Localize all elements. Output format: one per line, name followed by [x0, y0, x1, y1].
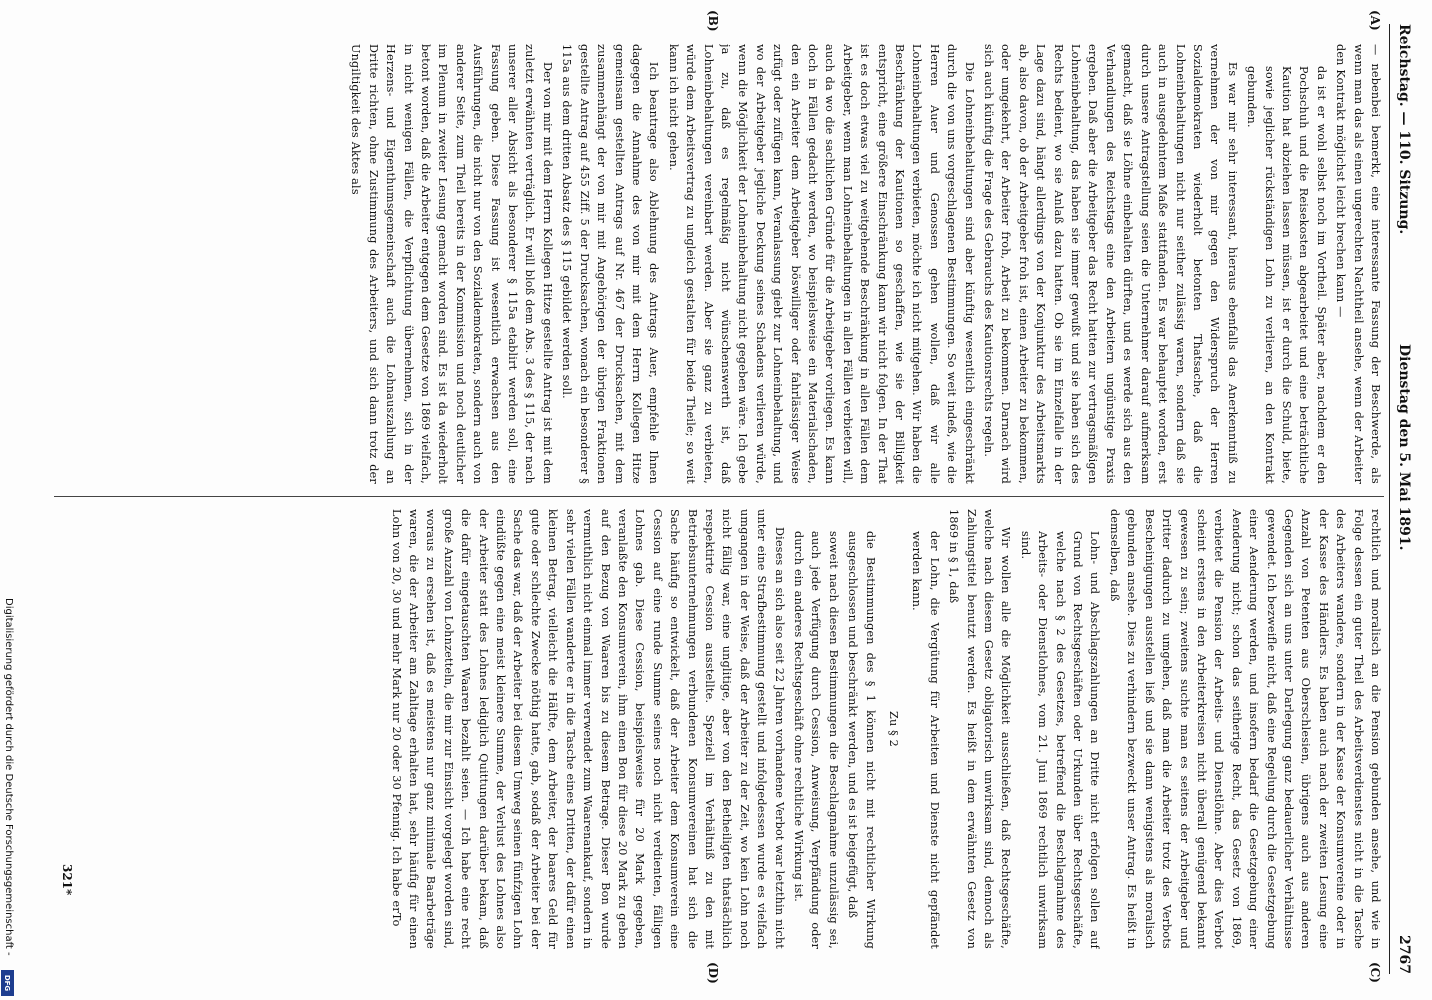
paragraph: Dieses an sich also seit 22 Jahren vorhandene Verbot war letzthin nicht unter eine Strafbestimmung gestellt und infolgedessen wurde es vielfach umgangen in der Weise, daß der Arbeiter zu der Zeit, wo kein Lohn noch nicht fällig war, eine unglitige, aber von den Betheiligten thatsächlich respektirte Cession ausstellte. Speziell im Verhältniß zu den mit Betriebsunternehmungen verbundenen Konsumvereinen hat sich die Sache häufig so entwickelt, daß der Arbeiter dem Konsumverein eine Cession auf eine runde Summe seines noch nicht verdienten, fälligen Lohnes gab. Diese Cession, beispielsweise für 20 Mark gegeben, veranlaßte den Konsumverein, ihm einen Bon für diese 20 Mark zu geben auf den Bezug von Waaren bis zu diesem Betrage. Dieser Bon wurde vermuthlich nicht einmal immer verwendet zum Waarenankauf, sondern in sehr vielen Fällen wanderte er in die Tasche eines Dritten, der dafür einen kleinen Betrag, vielleicht die Hälfte, dem Arbeiter, der baares Geld für gute oder schlechte Zwecke nöthig hatte, gab, sodaß der Arbeiter bei der Sache das war, daß der Arbeiter bei diesem Umweg seinen fünfzigen Lohn eindüßte gegen eine meist kleinere Summe, der Verlust des Lohnes also der Arbeiter statt des Lohnes lediglich Quittungen darüber bekam, daß die dafür eingetauschten Waaren bezahlt seien. — Ich habe eine recht große Anzahl von Lohnzetteln, die mir zur Einsicht vorgelegt worden sind, woraus zu ersehen ist, daß es meistens nur ganz minimale Baarbeträge waren, die der Arbeiter am Zahltage erhalten hat, sehr häufig für einen Lohn von 20, 30 und mehr Mark nur 20 oder 30 Pfennig. Ich habe erTo: [389, 509, 786, 949]
right-column: [44, 509, 1384, 949]
margin-mark-a: (A): [1368, 10, 1382, 31]
paragraph: Wir wollen alle die Möglichkeit ausschließen, daß Rechtsgeschäfte, welche nach diesem Gesetz obligatorisch unwirksam sind, dennoch als Zahlungstitel benutzt werden. Es heißt in dem erwähnten Gesetz von 1869 in § 1, daß: [947, 509, 1013, 949]
credit-text: Digitalisierung gefördert durch die Deutsche Forschungsgemeinschaft -: [3, 598, 14, 956]
header-session: Reichstag. — 110. Sitzung.: [1396, 24, 1412, 235]
digitization-credit: [0, 598, 20, 1000]
column-divider: [54, 496, 1384, 497]
margin-mark-d: (D): [706, 962, 720, 984]
paragraph: — nebenbei bemerkt, eine interessante Fassung der Beschwerde, als wenn man das als einen ungerechten Nachtheil ansehe, wenn der Arbeiter den Kontrakt möglichst leicht brechen kann —: [1334, 44, 1382, 484]
paragraph: der Lohn, die Vergütung für Arbeiten und Dienste nicht gepfändet werden kann.: [910, 531, 941, 949]
paragraph: Es war mir sehr interessant, hieraus ebenfalls das Anerkenntniß zu vernehmen der von mir gegen den Widerspruch der Herren Sozialdemokraten wiederholt betonten Thatsache, daß die Lohneinbehaltungen nicht nur seither zulässig waren, sondern daß sie auch in ausgedehntem Maße stattfanden. Es war behauptet worden, erst durch unsere Antragstellung seien die Unternehmer darauf aufmerksam gemacht, daß sie Löhne einbehalten dürften, und es werde sich aus den Verhandlungen des Reichstags eine den Arbeitern ungünstige Praxis ergeben. Daß aber die Arbeitgeber das Recht hatten zur vertragsmäßigen Lohneinbehaltung, das haben sie immer gewußt und sie haben sich des Rechts bedient, wo sie Anlaß dazu hatten. Ob sie im Einzelfalle in der Lage dazu sind, hängt allerdings von der Konjunktur des Arbeitsmarkts ab, also davon, ob der Arbeitgeber froh ist, einen Arbeiter zu bekommen, oder umgekehrt, der Arbeiter froh, Arbeit zu bekommen. Darnach wird sich auch künftig die Frage des Gebrauchs des Kautionsrechts regeln.: [982, 44, 1239, 484]
paragraph: Lohn- und Abschlagszahlungen an Dritte nicht erfolgen sollen auf Grund von Rechtsgeschäften oder Urkunden über Rechtsgeschäfte, welche nach § 2 des Gesetzes, betreffend die Beschlagnahme des Arbeits- oder Dienstlohnes, vom 21. Juni 1869 rechtlich unwirksam sind.: [1018, 531, 1102, 949]
rotated-document: [30, 4, 1420, 994]
paragraph: die Bestimmungen des § 1 können nicht mit rechtlicher Wirkung ausgeschlossen und beschränkt werden, und es ist beigefügt, daß: [846, 531, 877, 949]
paragraph: Die Lohneinbehaltungen sind aber künftig wesentlich eingeschränkt durch die von uns vorgeschlagenen Bestimmungen. So weit indeß, wie die Herren Auer und Genossen gehen wollen, daß wir alle Lohneinbehaltungen verbieten, möchte ich nicht mitgehen. Wir haben die Beschränkung der Kautionen so geschaffen, wie sie der Billigkeit entspricht, eine größere Einschränkung kann wir nicht folgen. In der That ist es doch etwas viel zu weitgehende Beschränkung in allen Fällen dem Arbeitgeber, wenn man Lohneinbehaltungen in allen Fällen verbieten will, auch da wo die sachlichen Gründe für die Arbeitgeber vorliegen. Es kann doch in Fällen gedacht werden, wo beispielsweise ein Materialschaden, den ein Arbeiter dem Arbeitgeber böswilliger oder fahrlässiger Weise zufügt oder zufügen kann, Veranlassung giebt zur Lohneinbehaltung, und wo der Arbeitgeber jegliche Deckung seines Schadens verlieren würde, wenn die Möglichkeit der Lohneinbehaltung nicht gegeben wäre. Ich gebe ja zu, daß es regelmäßig nicht wünschenswerth ist, daß Lohneinbehaltungen vereinbart werden. Aber sie ganz zu verbieten, würde dem Arbeitsvertrag zu ungleich gestalten für beide Theile; so weit kann ich nicht gehen.: [666, 44, 976, 484]
paragraph: rechtlich und moralisch an die Pension gebunden ansehe, und wie in Folge dessen ein guter Theil des Arbeitsverdienstes nicht in die Tasche des Arbeiters wandere, sondern in der Kasse der Konsumvereine oder in der Kasse des Händlers. Es haben auch nach der zweiten Lesung eine Anzahl von Petenten aus Oberschlesien, übrigens auch aus anderen Gegenden sich an uns unter Darlegung ganz bedauerlicher Verhältnisse gewendet. Ich bezweifle nicht, daß eine Regelung durch die Gesetzgebung einer Aenderung werden, und insofern bedarf die Gesetzgebung einer Aenderung nicht; schon das seitherige Recht, das Gesetz von 1869, verbietet die Pension der Arbeits- und Dienstlöhne. Aber dies Verbot scheint erstens in den Arbeiterkreisen nicht überall genügend bekannt gewesen zu sein; zweitens suchte man es seitens der Arbeitgeber und Dritter dadurch zu umgehen, daß man die Arbeiter trotz des Verbots Bescheinigungen ausstellen ließ und sie dann wenigstens als moralisch gebunden ansehe. Dies zu verhindern bezweckt unser Antrag. Es heißt in demselben, daß: [1107, 509, 1382, 949]
paragraph: da ist er wohl selbst noch im Vortheil. Später aber, nachdem er den Pochschuh und die Reisekosten abgearbeitet und eine beträchtliche Kaution hat abziehen lassen müssen, ist er durch die Schuld, biete, sowie jeglicher rückständigen Lohn zu verlieren, an den Kontrakt gebunden.: [1245, 66, 1328, 484]
paragraph: soweit nach diesen Bestimmungen die Beschlagnahme unzulässig sei, auch jede Verfügung durch Cession, Anweisung, Verpfändung oder durch ein anderes Rechtsgeschäft ohne rechtliche Wirkung ist.: [792, 531, 840, 949]
dfg-logo-icon: [1, 970, 14, 996]
page-header: [1392, 24, 1412, 974]
paragraph: Der von mir mit dem Herrn Kollegen Hitze gestellte Antrag ist mit dem zuletzt erwähnten verträglich. Er will bloß dem Abs. 3 des § 115, der nach unserer aller Absicht als besonderer § 115a etablirt werden soll, eine Fassung geben. Diese Fassung ist wesentlich erwachsen aus den Ausführungen, die nicht nur von den Sozialdemokraten, sondern auch von anderer Seite, zum Theil bereits in der Kommission und noch deutlicher im Plenum in zweiter Lesung gemacht worden sind. Es ist da wiederholt betont worden, daß die Arbeiter entgegen dem Gesetze von 1869 vielfach, in nicht wenigen Fällen, die Verpflichtung übernehmen, sich in der Herzens- und Eigenthumsgemeinschaft auch die Lohnauszahlung an Dritte richten, ohne Zustimmung des Arbeiters, und sich dann trotz der Ungiltigkeit des Aktes als: [349, 44, 554, 484]
header-page-number: 2767: [1396, 935, 1412, 974]
margin-mark-c: (C): [1368, 962, 1382, 983]
section-heading: Zu § 2: [887, 710, 901, 747]
signature-mark: 321*: [60, 864, 74, 896]
paragraph: Ich beantrage also Ablehnung des Antrags Auer, empfehle Ihnen dagegen die Annahme des von mir mit dem Herrn Kollegen Hitze gemeinsam gestellten Antrags auf Nr. 467 der Drucksachen, mit dem zusammenhängt der von mir mit Angehörigen der übrigen Fraktionen gestellte Antrag auf 455 Ziff. 5 der Drucksachen, wonach ein besonderer § 115a aus dem dritten Absatz des § 115 gebildet werden soll.: [560, 44, 661, 484]
margin-mark-b: (B): [706, 10, 720, 32]
header-date: Dienstag den 5. Mai 1891.: [1396, 344, 1412, 551]
dfg-logo-text: DFG: [3, 974, 12, 992]
left-column: [44, 44, 1384, 484]
header-rule: [1389, 24, 1390, 974]
